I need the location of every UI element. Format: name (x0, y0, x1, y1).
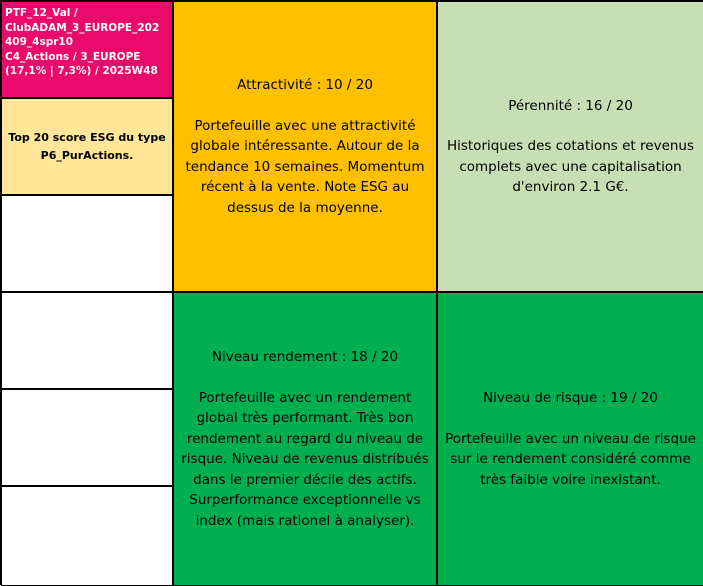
risque-text: Portefeuille avec un niveau de risque sur le rendement considéré comme très faible voire inexistant. (445, 430, 696, 488)
empty-cell-4 (1, 486, 173, 586)
risque-title: Niveau de risque : 19 / 20 (483, 390, 658, 406)
attractivite-title: Attractivité : 10 / 20 (237, 77, 373, 93)
portfolio-line-5: (17,1% | 7,3%) / 2025W48 (5, 65, 158, 77)
portfolio-line-3: 409_4spr10 (5, 36, 74, 48)
risque-cell (437, 292, 703, 586)
selection-criteria-cell (1, 98, 173, 195)
portfolio-line-1: PTF_12_Val / (5, 7, 78, 19)
empty-cell-1 (1, 195, 173, 292)
perennite-title: Pérennité : 16 / 20 (508, 97, 633, 114)
attractivite-text: Portefeuille avec une attractivité globale intéressante. Autour de la tendance 10 semaines. Momentum récent à la vente. Note ESG au dessus de la moyenne. (185, 117, 425, 216)
rendement-cell (173, 292, 437, 586)
portfolio-info-cell (1, 1, 173, 98)
portfolio-line-2: ClubADAM_3_EUROPE_202 (5, 21, 160, 34)
attractivite-cell (173, 1, 437, 292)
selection-criteria-text: Top 20 score ESG du type P6_PurActions. (8, 130, 166, 162)
empty-cell-3 (1, 389, 173, 486)
rendement-title: Niveau rendement : 18 / 20 (211, 349, 399, 365)
empty-cell-2 (1, 292, 173, 389)
portfolio-line-4: C4_Actions / 3_EUROPE (5, 50, 141, 63)
perennite-text: Historiques des cotations et revenus complets avec une capitalisation d'environ 2.1 G€. (446, 138, 695, 195)
rendement-text: Portefeuille avec un rendement global très performant. Très bon rendement au regard du niveau de risque. Niveau de revenus distribués dans le premier décile des actifs. Surperformance exceptionnelle vs index (mais rationel à analyser). (181, 389, 429, 529)
perennite-cell (437, 1, 703, 292)
